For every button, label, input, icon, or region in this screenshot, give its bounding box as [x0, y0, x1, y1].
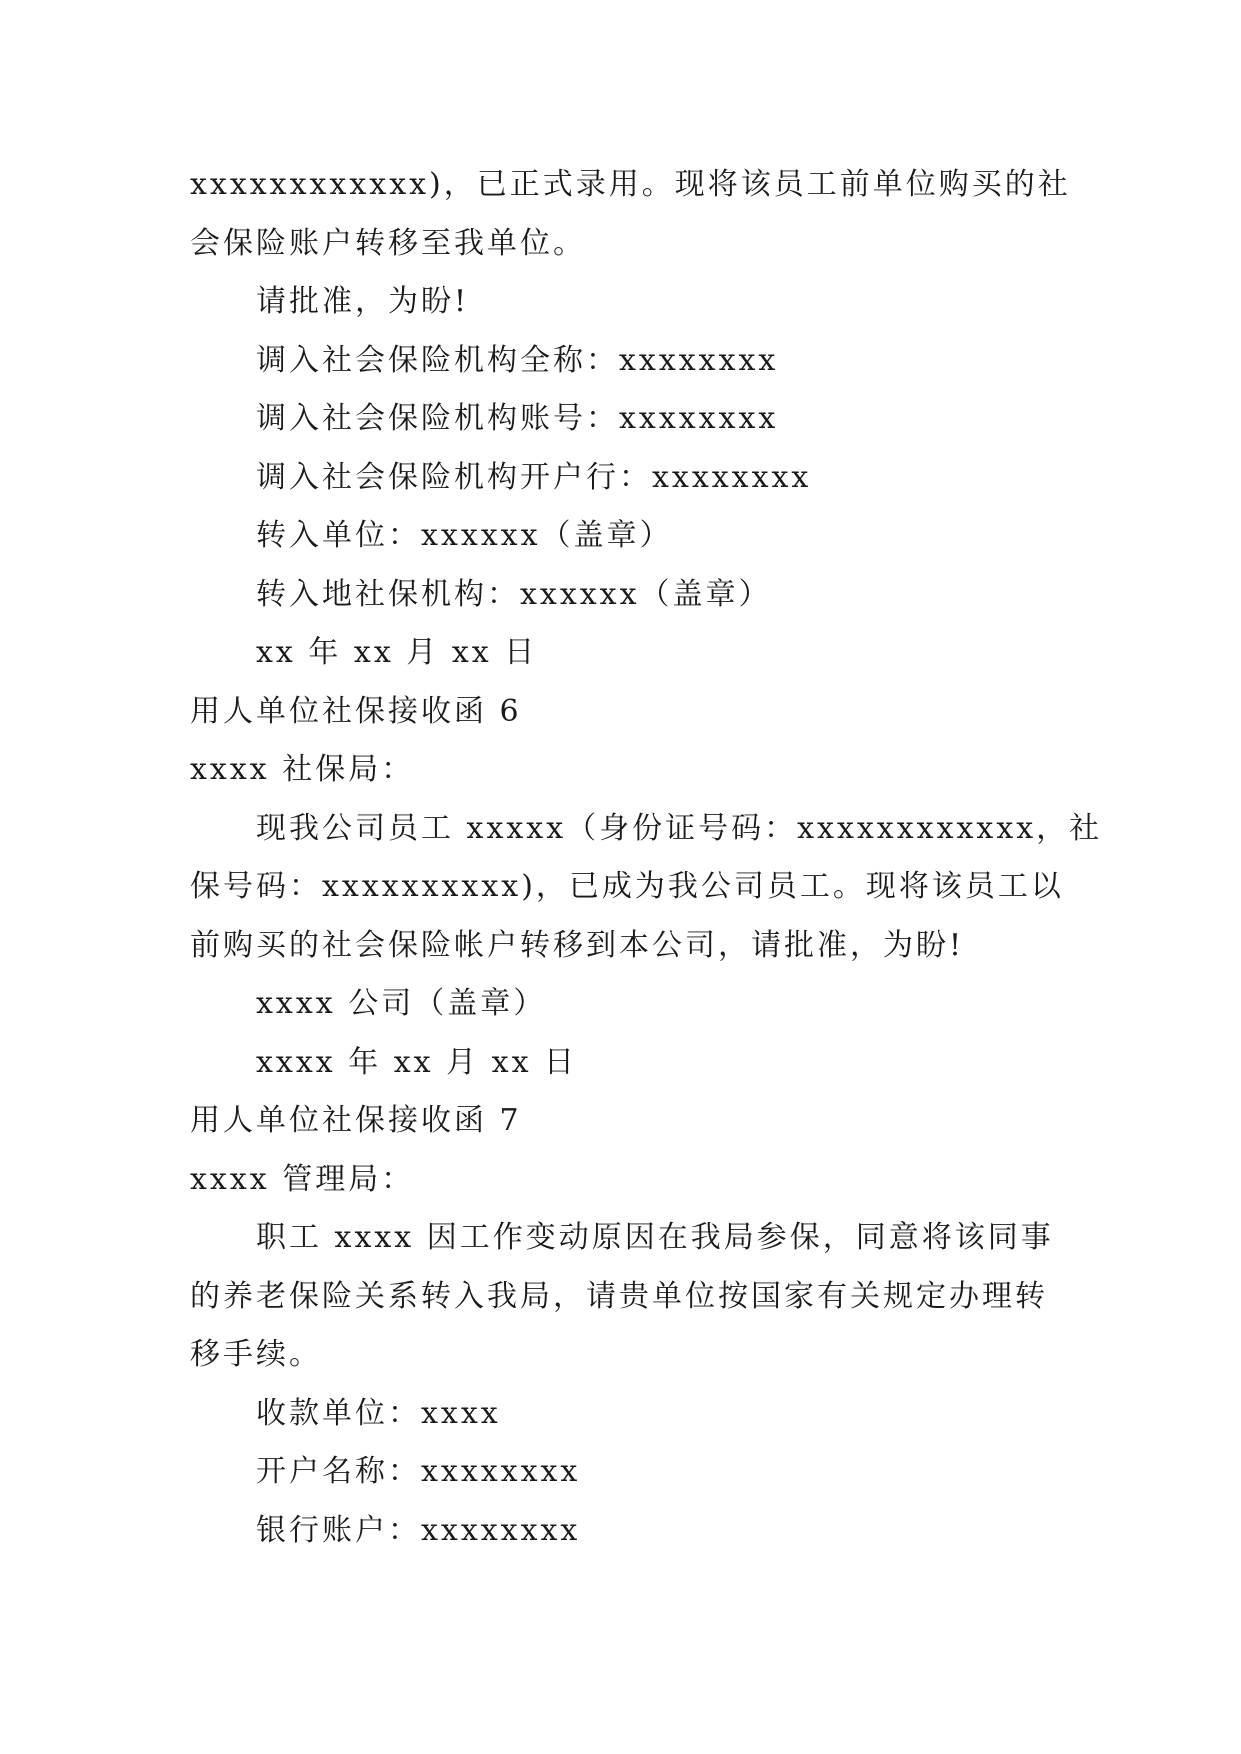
document-body — [190, 156, 1103, 1560]
field-institution-name: 调入社会保险机构全称：xxxxxxxx — [256, 342, 779, 378]
field-institution-account: 调入社会保险机构账号：xxxxxxxx — [256, 401, 779, 436]
continuation-line-1: xxxxxxxxxxxx)，已正式录用。现将该员工前单位购买的社 — [190, 167, 1071, 202]
field-receiving-unit: 转入单位：xxxxxx（盖章） — [256, 518, 673, 553]
closing-request: 请批准，为盼! — [256, 284, 470, 319]
continuation-line-2: 会保险账户转移至我单位。 — [190, 225, 586, 261]
letter7-addressee: xxxx 管理局： — [190, 1161, 415, 1197]
field-receiving-agency: 转入地社保机构：xxxxxx（盖章） — [256, 576, 772, 612]
letter6-body-line-2: 保号码：xxxxxxxxxx)，已成为我公司员工。现将该员工以 — [190, 869, 1064, 904]
letter6-date: xxxx 年 xx 月 xx 日 — [256, 1044, 578, 1080]
letter7-body-line-1: 职工 xxxx 因工作变动原因在我局参保，同意将该同事 — [256, 1220, 1054, 1255]
letter6-body-line-1: 现我公司员工 xxxxx（身份证号码：xxxxxxxxxxxx，社 — [256, 810, 1103, 846]
letter7-field-account-name: 开户名称：xxxxxxxx — [256, 1454, 581, 1489]
letter6-title: 用人单位社保接收函 6 — [190, 693, 522, 729]
letter5-date: xx 年 xx 月 xx 日 — [256, 635, 538, 670]
letter7-field-bank-account: 银行账户：xxxxxxxx — [256, 1512, 581, 1548]
letter7-title: 用人单位社保接收函 7 — [190, 1103, 522, 1138]
letter7-field-payee: 收款单位：xxxx — [256, 1395, 501, 1431]
letter7-body-line-3: 移手续。 — [190, 1337, 322, 1372]
letter6-signature: xxxx 公司（盖章） — [256, 986, 547, 1021]
letter7-body-line-2: 的养老保险关系转入我局，请贵单位按国家有关规定办理转 — [190, 1278, 1048, 1314]
field-institution-bank: 调入社会保险机构开户行：xxxxxxxx — [256, 459, 812, 495]
letter6-body-line-3: 前购买的社会保险帐户转移到本公司，请批准，为盼! — [190, 927, 965, 963]
letter6-addressee: xxxx 社保局： — [190, 752, 415, 787]
